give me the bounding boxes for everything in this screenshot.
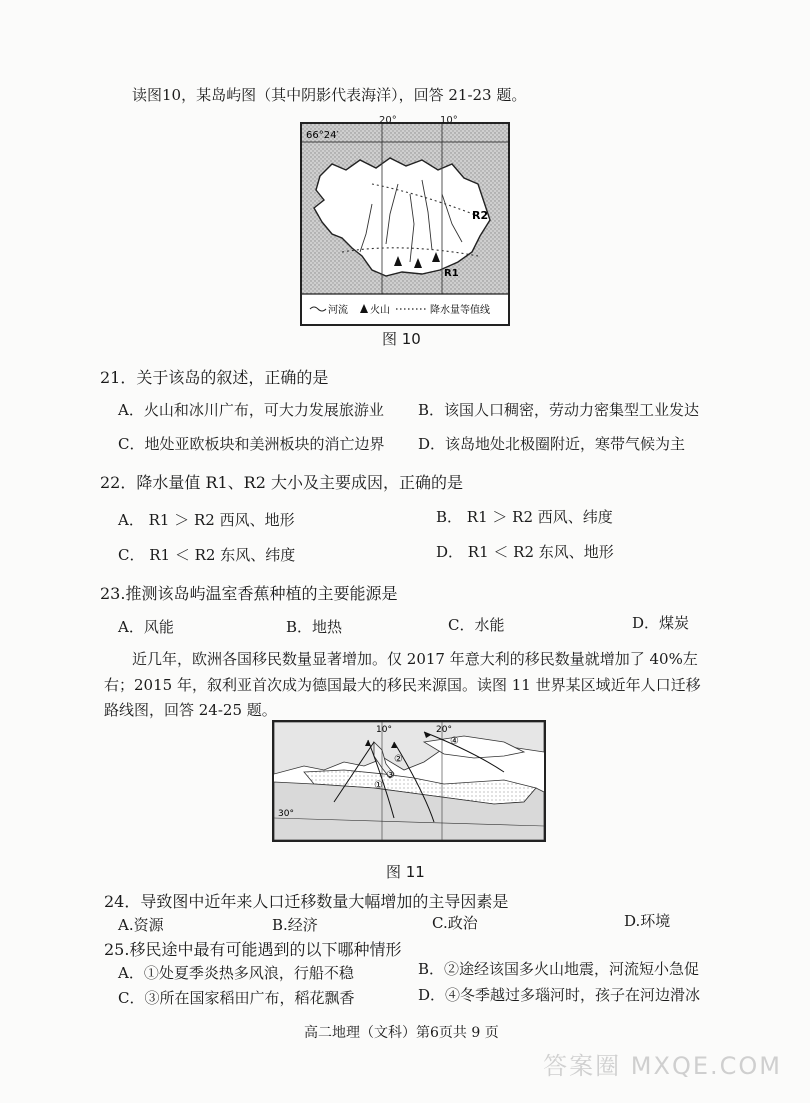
figure-11-migration-map [272, 720, 546, 842]
question-24-option-d: D.环境 [624, 912, 671, 930]
longitude-label-20: 20° [379, 115, 397, 126]
island-map-graphic [302, 124, 508, 324]
reading-paragraph-line-1: 近几年，欧洲各国移民数量显著增加。仅 2017 年意大利的移民数量就增加了 40%左 [132, 650, 698, 668]
latitude-label: 66°24′ [306, 130, 339, 141]
question-24-option-a: A.资源 [118, 916, 164, 934]
reading-paragraph-line-2: 右；2015 年，叙利亚首次成为德国最大的移民来源国。读图 11 世界某区域近年人口迁移 [104, 676, 701, 694]
marker-4: ④ [450, 736, 459, 747]
page-footer: 高二地理（文科）第6页共 9 页 [304, 1025, 499, 1041]
question-25-option-d: D．④冬季越过多瑙河时，孩子在河边滑冰 [418, 986, 701, 1004]
question-23-option-c: C．水能 [448, 616, 505, 634]
question-21-option-c: C．地处亚欧板块和美洲板块的消亡边界 [118, 435, 385, 453]
marker-3: ③ [386, 770, 395, 781]
reading-paragraph-line-3: 路线图，回答 24-25 题。 [104, 701, 277, 719]
figure-11-caption: 图 11 [386, 863, 425, 881]
longitude-label-10: 10° [440, 115, 458, 126]
question-23-stem: 23.推测该岛屿温室香蕉种植的主要能源是 [100, 584, 398, 603]
question-24-option-c: C.政治 [432, 914, 478, 932]
question-21-option-b: B．该国人口稠密，劳动力密集型工业发达 [418, 401, 700, 419]
migration-map-graphic [274, 722, 544, 840]
longitude-label-20e: 20° [436, 725, 452, 735]
reading-instruction-1: 读图10，某岛屿图（其中阴影代表海洋），回答 21-23 题。 [132, 86, 527, 104]
question-22-option-b: B． R1 ＞ R2 西风、纬度 [436, 508, 613, 526]
legend-volcano: 火山 [370, 305, 390, 316]
question-25-option-a: A．①处夏季炎热多风浪，行船不稳 [118, 964, 354, 982]
label-r1: R1 [444, 268, 459, 279]
question-21-option-a: A．火山和冰川广布，可大力发展旅游业 [118, 401, 384, 419]
question-22-option-d: D． R1 ＜ R2 东风、地形 [436, 543, 614, 561]
legend-river: 河流 [328, 305, 348, 316]
marker-1: ① [374, 780, 383, 791]
question-25-option-c: C．③所在国家稻田广布，稻花飘香 [118, 989, 355, 1007]
legend-isoline: 降水量等值线 [430, 305, 490, 316]
question-22-stem: 22．降水量值 R1、R2 大小及主要成因，正确的是 [100, 473, 463, 492]
question-21-stem: 21．关于该岛的叙述，正确的是 [100, 368, 329, 387]
question-23-option-b: B．地热 [286, 618, 343, 636]
figure-10-caption: 图 10 [382, 330, 421, 348]
question-24-option-b: B.经济 [272, 916, 318, 934]
label-r2: R2 [472, 209, 489, 222]
question-25-stem: 25.移民途中最有可能遇到的以下哪种情形 [104, 940, 402, 959]
question-22-option-a: A． R1 ＞ R2 西风、地形 [118, 511, 295, 529]
watermark-text: 答案圈 MXQE.COM [543, 1052, 782, 1080]
figure-10-island-map [300, 122, 510, 326]
question-22-option-c: C． R1 ＜ R2 东风、纬度 [118, 546, 296, 564]
latitude-label-30: 30° [278, 809, 294, 819]
question-24-stem: 24．导致图中近年来人口迁移数量大幅增加的主导因素是 [104, 892, 509, 911]
site-watermark [543, 1046, 782, 1081]
question-23-option-d: D．煤炭 [632, 614, 690, 632]
longitude-label-10e: 10° [376, 725, 392, 735]
question-23-option-a: A．风能 [118, 618, 174, 636]
question-25-option-b: B．②途经该国多火山地震，河流短小急促 [418, 960, 700, 978]
marker-2: ② [394, 754, 403, 765]
question-21-option-d: D．该岛地处北极圈附近，寒带气候为主 [418, 435, 686, 453]
